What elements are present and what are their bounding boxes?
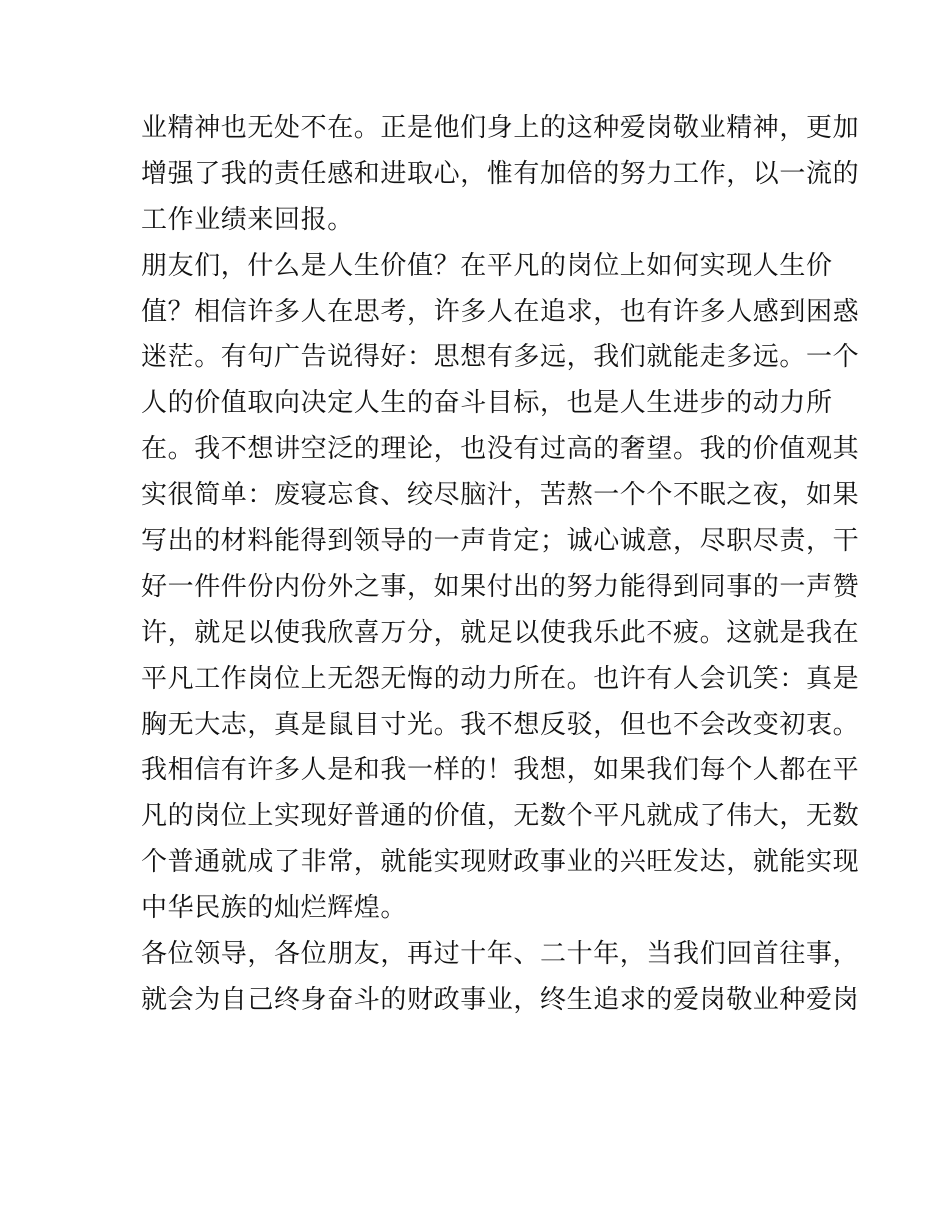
text-line: 值？相信许多人在思考，许多人在追求，也有许多人感到困惑 (141, 296, 860, 327)
text-line: 写出的材料能得到领导的一声肯定；诚心诚意，尽职尽责，干 (141, 526, 860, 557)
text-line: 增强了我的责任感和进取心，惟有加倍的努力工作，以一流的 (141, 158, 860, 189)
text-line: 工作业绩来回报。 (141, 204, 354, 235)
text-line: 凡的岗位上实现好普通的价值，无数个平凡就成了伟大，无数 (141, 801, 860, 832)
text-line: 各位领导，各位朋友，再过十年、二十年，当我们回首往事， (141, 939, 860, 970)
text-line: 实很简单：废寝忘食、绞尽脑汁，苦熬一个个不眠之夜，如果 (141, 480, 860, 511)
text-line: 中华民族的灿烂辉煌。 (141, 893, 408, 924)
text-line: 就会为自己终身奋斗的财政事业，终生追求的爱岗敬业种爱岗 (141, 984, 860, 1015)
text-line: 人的价值取向决定人生的奋斗目标，也是人生进步的动力所 (141, 388, 833, 419)
text-line: 朋友们，什么是人生价值？在平凡的岗位上如何实现人生价 (141, 250, 833, 281)
text-line: 业精神也无处不在。正是他们身上的这种爱岗敬业精神，更加 (141, 113, 860, 143)
text-line: 好一件件份内份外之事，如果付出的努力能得到同事的一声赞 (141, 571, 860, 602)
body-text (141, 106, 860, 1024)
text-line: 胸无大志，真是鼠目寸光。我不想反驳，但也不会改变初衷。 (141, 709, 860, 740)
text-line: 平凡工作岗位上无怨无悔的动力所在。也许有人会讥笑：真是 (141, 663, 860, 694)
text-line: 我相信有许多人是和我一样的！我想，如果我们每个人都在平 (141, 755, 860, 786)
text-line: 迷茫。有句广告说得好：思想有多远，我们就能走多远。一个 (141, 342, 860, 373)
text-line: 个普通就成了非常，就能实现财政事业的兴旺发达，就能实现 (141, 847, 860, 878)
text-line: 在。我不想讲空泛的理论，也没有过高的奢望。我的价值观其 (141, 434, 860, 465)
text-line: 许，就足以使我欣喜万分，就足以使我乐此不疲。这就是我在 (141, 617, 860, 648)
